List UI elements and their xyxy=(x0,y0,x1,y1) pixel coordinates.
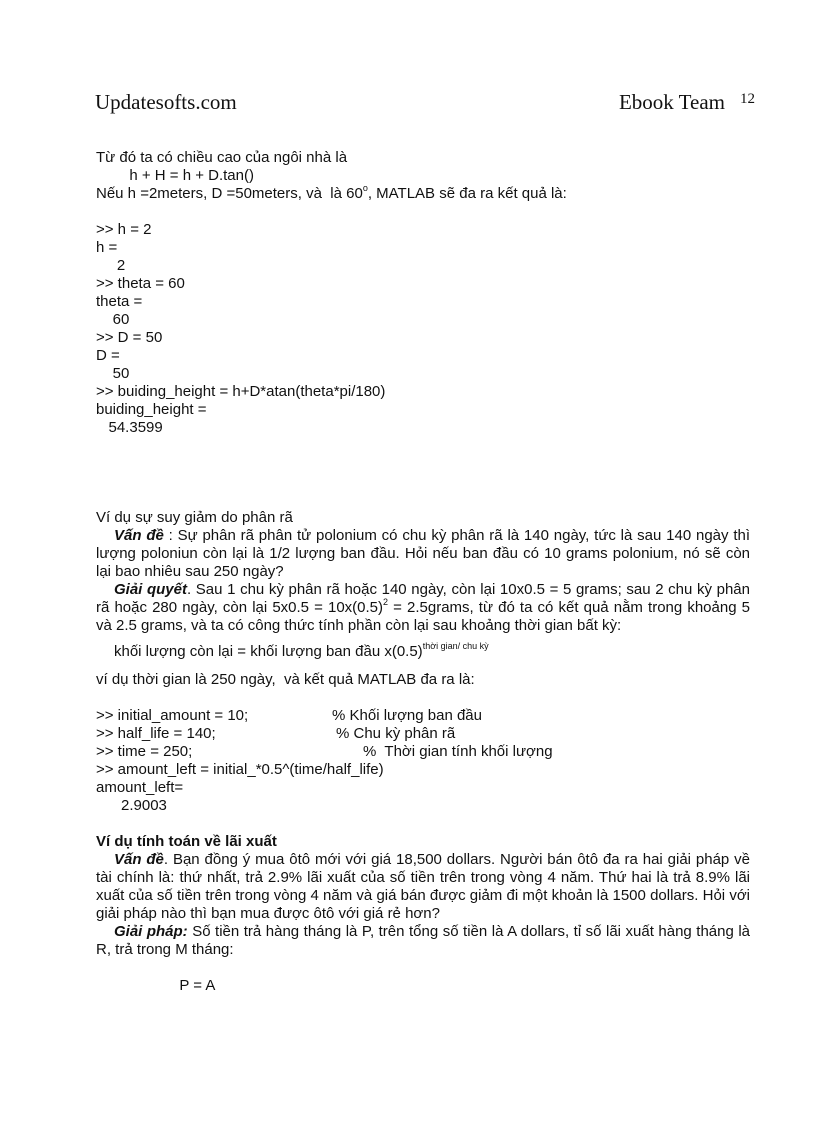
solution-label: Giải quyết xyxy=(114,581,187,598)
code-command: >> time = 250; xyxy=(96,743,193,760)
code-line: >> theta = 60 xyxy=(96,275,185,292)
code-line: >> buiding_height = h+D*atan(theta*pi/180) xyxy=(96,383,386,400)
code-line: 2.9003 xyxy=(96,797,167,814)
code-comment: % Chu kỳ phân rã xyxy=(336,725,456,742)
code-line: 2 xyxy=(96,257,126,274)
page-content xyxy=(96,149,750,995)
intro-line: Từ đó ta có chiều cao của ngôi nhà là xyxy=(96,149,348,166)
page-number: 12 xyxy=(740,91,755,107)
intro-formula: h + H = h + D.tan() xyxy=(96,167,254,184)
code-line: 54.3599 xyxy=(96,419,163,436)
code-line: 50 xyxy=(96,365,130,382)
section-title-decay: Ví dụ sự suy giảm do phân rã xyxy=(96,509,293,526)
code-line: theta = xyxy=(96,293,143,310)
problem-label: Vấn đề xyxy=(114,851,164,868)
interest-solution xyxy=(96,923,750,959)
matlab-session-1 xyxy=(96,221,750,437)
code-line xyxy=(96,725,750,743)
solution-label: Giải pháp: xyxy=(114,923,188,940)
code-line: D = xyxy=(96,347,120,364)
code-line: 60 xyxy=(96,311,130,328)
solution-text: . Sau 1 chu kỳ phân rã hoặc 140 ngày, còn lại 10x0.5 = 5 grams; sau 2 chu kỳ phân rã hoặc 280 ngày, còn lại 5x0.5 = 10x(0.5) xyxy=(96,581,750,616)
solution-text-cont: = 2.5grams, từ đó ta có kết quả nằm trong khoảng 5 và 2.5 grams, và ta có công thức tính phần còn lại sau khoảng thời gian bất kỳ: xyxy=(96,599,750,634)
formula-base: khối lượng còn lại = khối lượng ban đầu x(0.5) xyxy=(114,643,423,660)
code-line: amount_left= xyxy=(96,779,184,796)
solution-text: Số tiền trả hàng tháng là P, trên tổng số tiền là A dollars, tỉ số lãi xuất hàng tháng là R, trả trong M tháng: xyxy=(96,923,750,958)
code-line: >> h = 2 xyxy=(96,221,152,238)
problem-text: : Sự phân rã phân tử polonium có chu kỳ phân rã là 140 ngày, tức là sau 140 ngày thì lượng poloniun còn lại là 1/2 lượng ban đầu. Hỏi nếu ban đầu có 10 grams polonium, nó sẽ còn lại bao nhiêu sau 250 ngày? xyxy=(96,527,750,580)
code-line: h = xyxy=(96,239,118,256)
code-command: >> half_life = 140; xyxy=(96,725,216,742)
matlab-session-2 xyxy=(96,707,750,815)
decay-problem xyxy=(96,527,750,581)
decay-formula xyxy=(96,643,750,661)
code-line: >> amount_left = initial_*0.5^(time/half_life) xyxy=(96,761,384,778)
payment-formula: P = A xyxy=(96,977,216,994)
intro-values-tail: , MATLAB sẽ đa ra kết quả là: xyxy=(367,185,567,202)
code-line: >> D = 50 xyxy=(96,329,163,346)
formula-exponent: thời gian/ chu kỳ xyxy=(422,641,489,651)
code-comment: % Khối lượng ban đầu xyxy=(332,707,482,724)
intro-values-line xyxy=(96,185,750,203)
interest-problem xyxy=(96,851,750,923)
code-comment: % Thời gian tính khối lượng xyxy=(363,743,553,760)
code-line xyxy=(96,743,750,761)
team-name: Ebook Team xyxy=(618,90,725,114)
problem-text: . Bạn đồng ý mua ôtô mới với giá 18,500 dollars. Người bán ôtô đa ra hai giải pháp về tài chính là: thứ nhất, trả 2.9% lãi xuất của số tiền trên trong vòng 4 năm. Thứ hai là trả 8.9% lãi xuất của số tiền trên trong vòng 4 năm và giá bán được giảm đi một khoản là 1500 dollars. Hỏi với giải pháp nào thì bạn mua được ôtô với giá rẻ hơn? xyxy=(96,851,750,922)
page-header xyxy=(95,90,755,123)
intro-values-text: Nếu h =2meters, D =50meters, và là 60 xyxy=(96,185,363,202)
example-line: ví dụ thời gian là 250 ngày, và kết quả MATLAB đa ra là: xyxy=(96,671,475,688)
code-line: buiding_height = xyxy=(96,401,207,418)
code-line xyxy=(96,707,750,725)
site-name: Updatesofts.com xyxy=(95,90,237,114)
squared-sup: 2 xyxy=(383,597,389,607)
section-title-interest: Ví dụ tính toán về lãi xuất xyxy=(96,833,277,850)
decay-solution xyxy=(96,581,750,635)
code-command: >> initial_amount = 10; xyxy=(96,707,249,724)
problem-label: Vấn đề xyxy=(114,527,164,544)
degree-sup: o xyxy=(362,183,368,193)
